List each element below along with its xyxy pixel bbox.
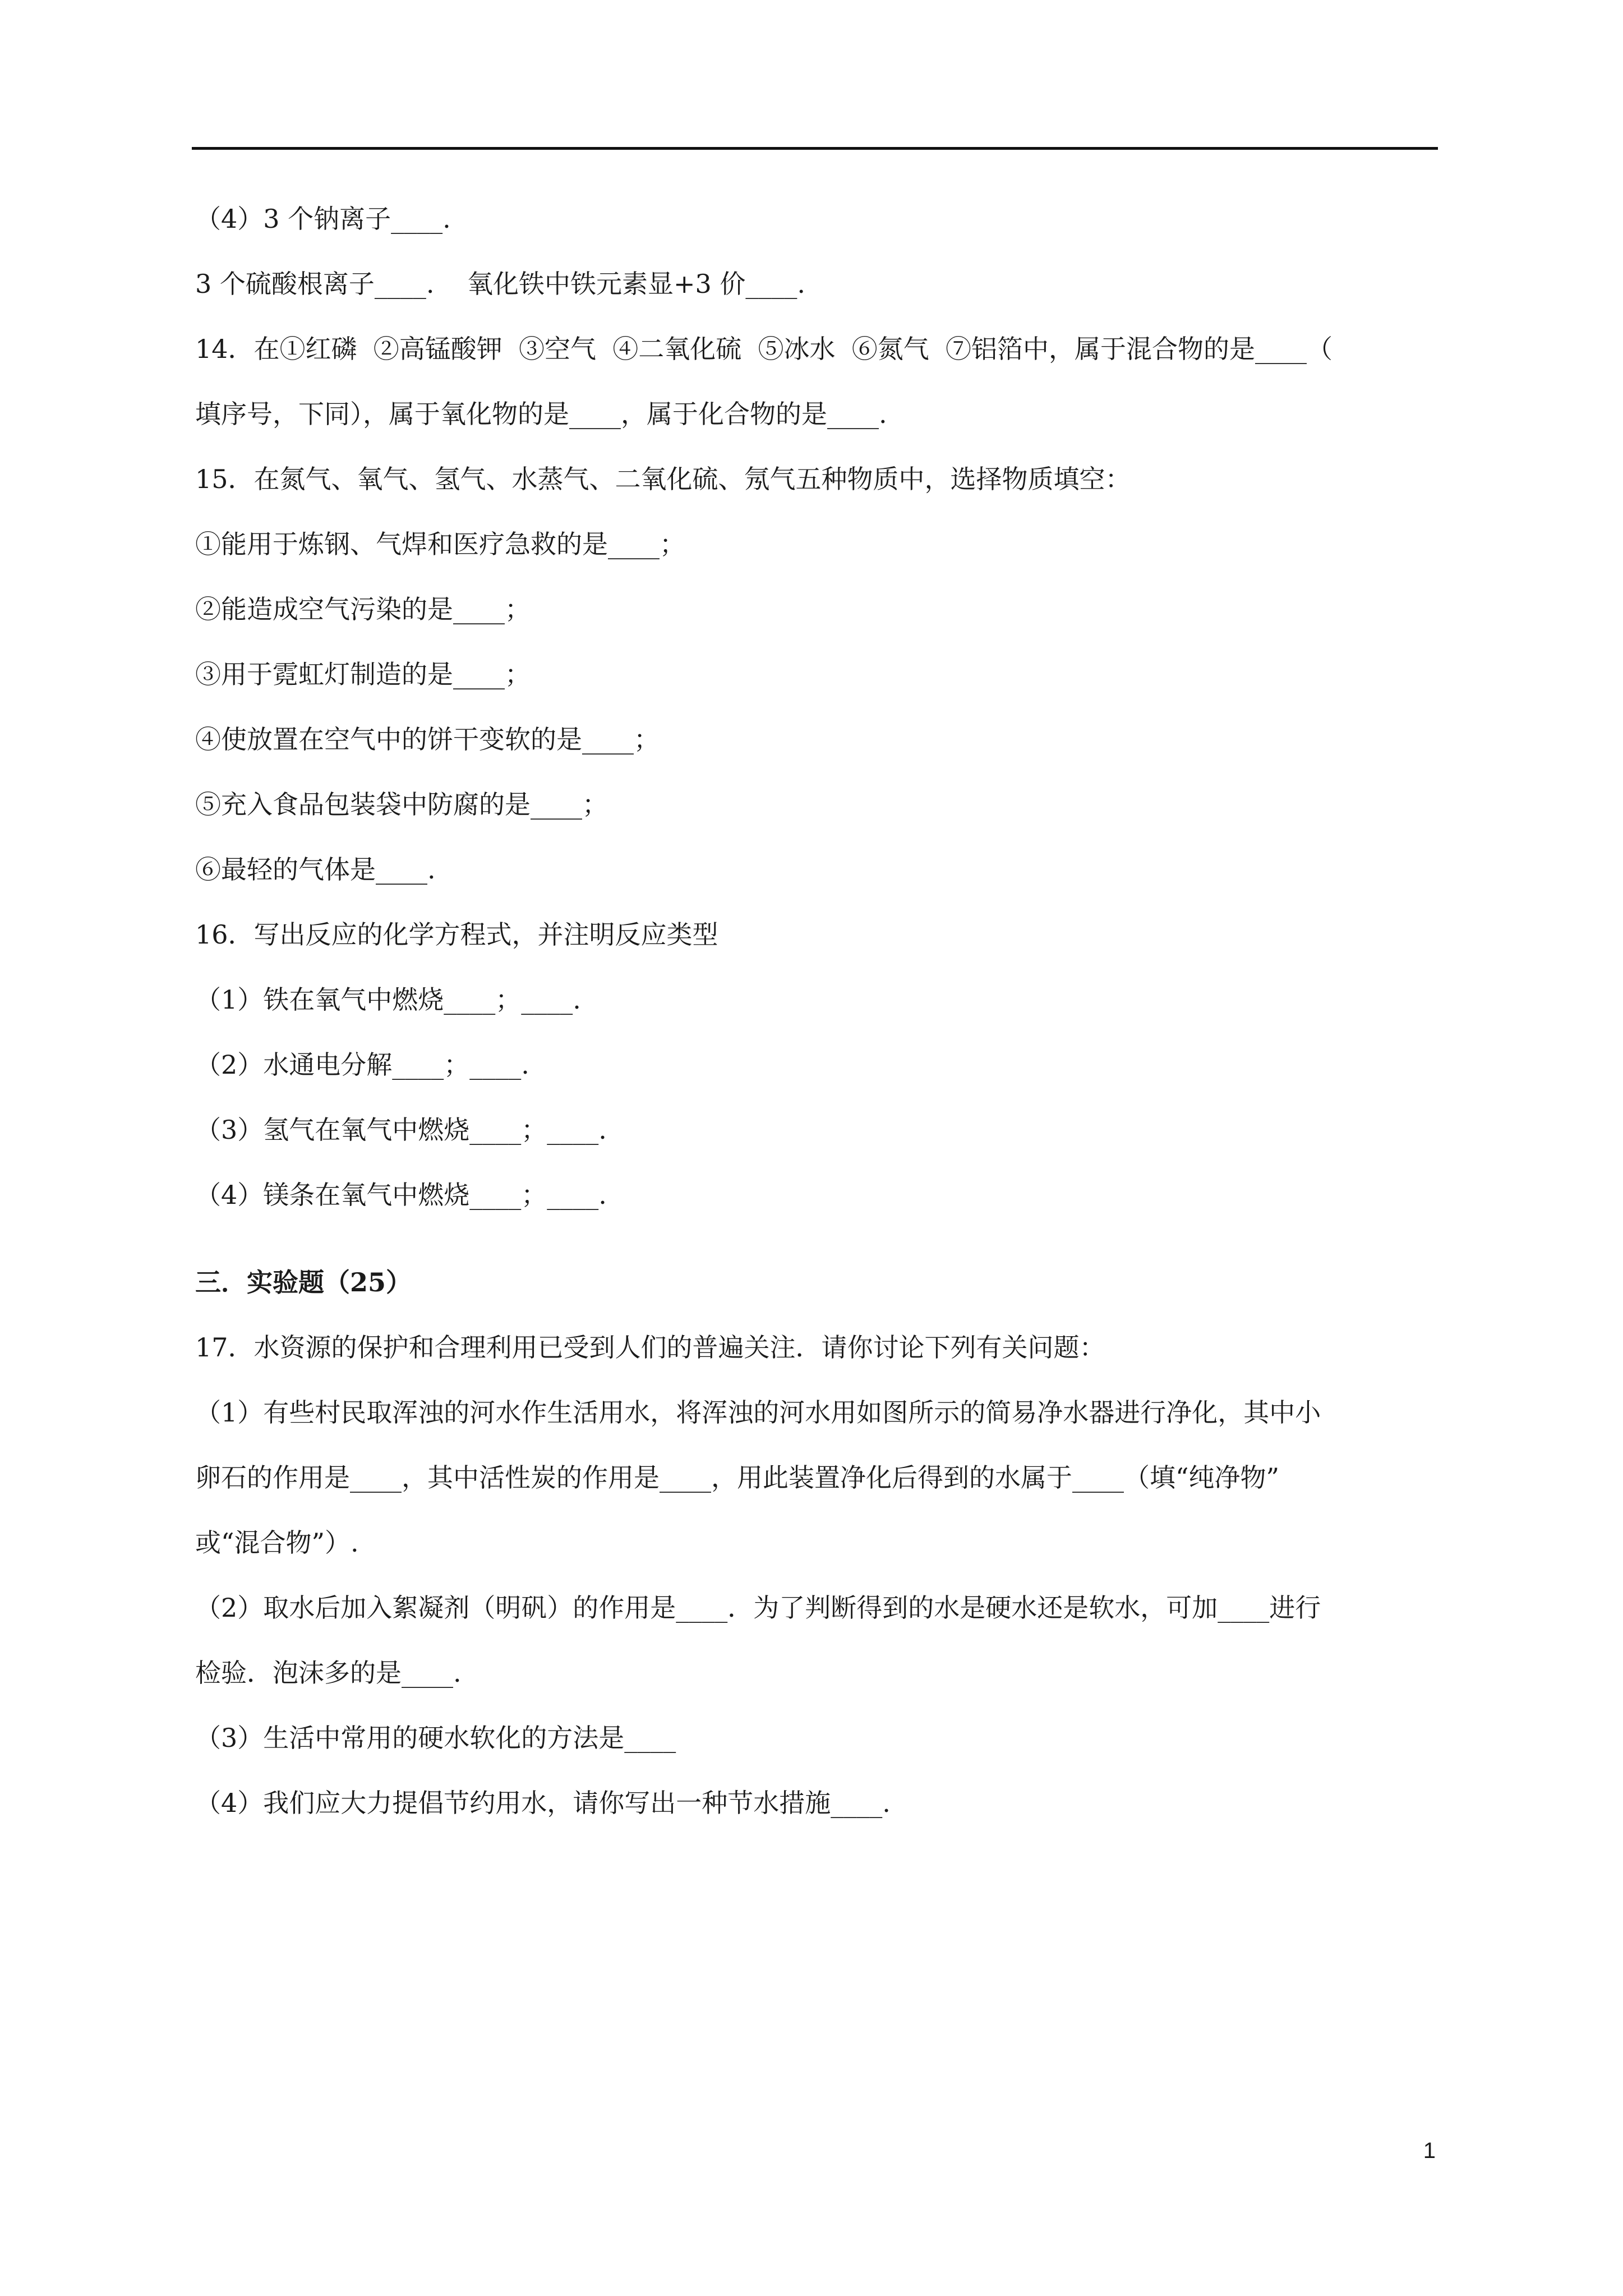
- header-rule: [192, 147, 1438, 150]
- text-line: ②能造成空气污染的是____；: [195, 594, 531, 624]
- text-line: 填序号，下同），属于氧化物的是____，属于化合物的是____.: [195, 399, 887, 429]
- text-line: ⑥最轻的气体是____.: [195, 854, 436, 885]
- text-line: （4）镁条在氧气中燃烧____；____.: [195, 1180, 607, 1210]
- question-14-line: 14．在①红磷 ②高锰酸钾 ③空气 ④二氧化硫 ⑤冰水 ⑥氮气 ⑦铝箔中，属于混合物的是____（: [195, 334, 1332, 364]
- text-line: 检验．泡沫多的是____.: [195, 1658, 462, 1688]
- text-line: ④使放置在空气中的饼干变软的是____；: [195, 724, 660, 754]
- text-line: （2）取水后加入絮凝剂（明矾）的作用是____．为了判断得到的水是硬水还是软水，可加____进行: [195, 1593, 1321, 1623]
- text-line: ③用于霓虹灯制造的是____；: [195, 659, 531, 689]
- text-line: （1）有些村民取浑浊的河水作生活用水，将浑浊的河水用如图所示的简易净水器进行净化，其中小: [195, 1397, 1321, 1428]
- text-line: （3）氢气在氧气中燃烧____；____.: [195, 1115, 607, 1145]
- question-15-line: 15．在氮气、氧气、氢气、水蒸气、二氧化硫、氖气五种物质中，选择物质填空：: [195, 464, 1131, 494]
- text-line: ①能用于炼钢、气焊和医疗急救的是____；: [195, 529, 685, 559]
- page-content: [195, 202, 1519, 1851]
- text-line: （2）水通电分解____；____.: [195, 1050, 529, 1080]
- text-line: （1）铁在氧气中燃烧____；____.: [195, 984, 581, 1015]
- text-line: 3 个硫酸根离子____. 氧化铁中铁元素显+3 价____.: [195, 269, 806, 299]
- text-line: （4）3 个钠离子____.: [195, 204, 451, 234]
- text-line: ⑤充入食品包装袋中防腐的是____；: [195, 789, 608, 820]
- text-line: （3）生活中常用的硬水软化的方法是____: [195, 1723, 676, 1753]
- text-line: （4）我们应大力提倡节约用水，请你写出一种节水措施____.: [195, 1788, 891, 1818]
- question-16-line: 16．写出反应的化学方程式，并注明反应类型: [195, 919, 718, 950]
- question-17-line: 17．水资源的保护和合理利用已受到人们的普遍关注．请你讨论下列有关问题：: [195, 1332, 1105, 1363]
- page-number: 1: [1423, 2138, 1436, 2163]
- text-line: 或“混合物”）.: [195, 1527, 359, 1558]
- section-title: 三．实验题（25）: [195, 1267, 412, 1297]
- text-line: 卵石的作用是____，其中活性炭的作用是____，用此装置净化后得到的水属于____（填“纯净物”: [195, 1462, 1280, 1493]
